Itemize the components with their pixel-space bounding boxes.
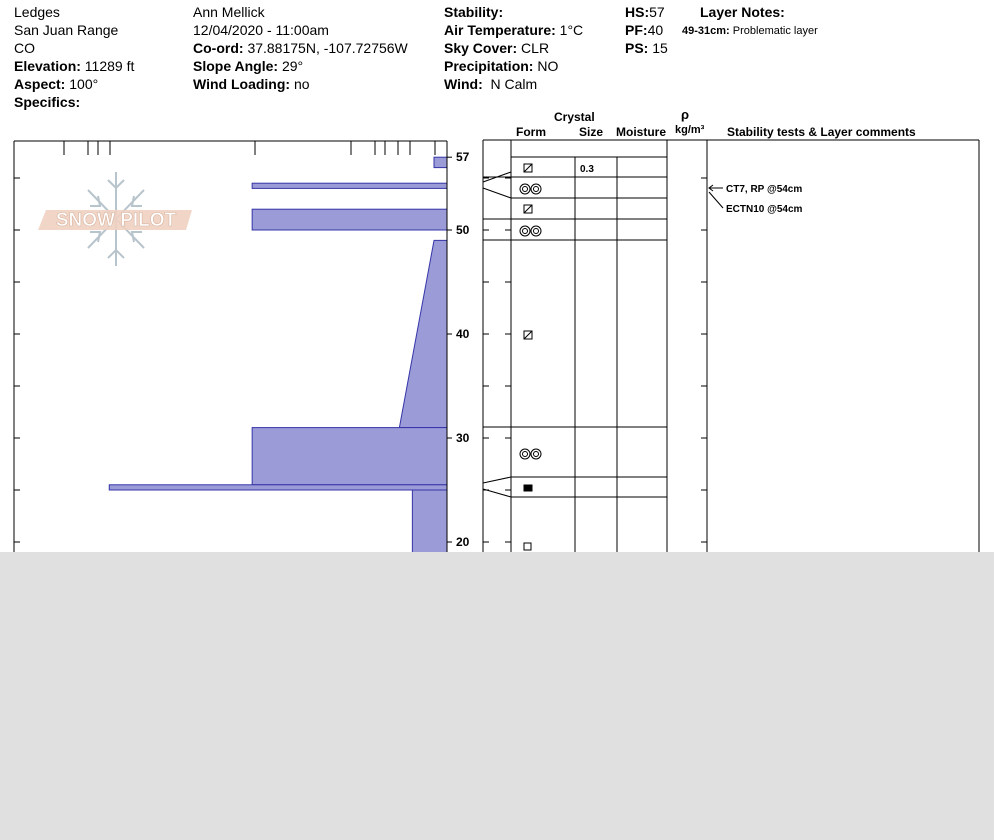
wind-loading-value: no [293, 76, 310, 92]
faceted-grain-icon [524, 205, 532, 213]
depth-label: 57 [456, 150, 470, 165]
location-name: Ledges [14, 4, 60, 20]
layer-table [483, 140, 979, 560]
hardness-bar [109, 485, 447, 490]
layer-note-range: 49-31cm: [682, 25, 730, 37]
stability-test-2: ECTN10 @54cm [726, 204, 803, 215]
aspect-label: Aspect: [14, 76, 66, 92]
col-form-header: Form [516, 125, 546, 139]
hs-label: HS: [625, 4, 650, 20]
grain-forms [520, 164, 541, 550]
col-stability-header: Stability tests & Layer comments [727, 125, 916, 139]
stability-test-1: CT7, RP @54cm [726, 184, 803, 195]
unrendered-area [0, 552, 994, 840]
left-axis-ticks [14, 178, 20, 542]
slope-value: 29° [281, 58, 304, 74]
depth-label: 20 [456, 535, 470, 549]
observation-datetime: 12/04/2020 - 11:00am [193, 22, 329, 38]
col-moisture-header: Moisture [616, 125, 667, 139]
faceted-grain-icon [524, 164, 532, 172]
air-temp-label: Air Temperature: [444, 22, 556, 38]
rounded-grain-icon [520, 184, 541, 194]
pf-label: PF: [625, 22, 648, 38]
hardness-bar [399, 240, 447, 427]
wind-loading-label: Wind Loading: [193, 76, 291, 92]
col-size-header: Size [579, 125, 604, 139]
coord-value: 37.88175N, -107.72756W [247, 40, 408, 56]
stability-label: Stability: [444, 4, 504, 20]
col-rho-header: ρ [681, 107, 690, 122]
ps-value: 15 [652, 40, 668, 56]
logo-text: SNOW PILOT [55, 210, 177, 231]
rounded-grain-icon [520, 449, 541, 459]
state: CO [14, 40, 35, 56]
crust-icon [524, 485, 532, 491]
layer-note-text: Problematic layer [732, 25, 818, 37]
specifics-label: Specifics: [14, 94, 81, 110]
air-temp-value: 1°C [559, 22, 584, 38]
wind-label: Wind: [444, 76, 483, 92]
depth-axis-labels [447, 150, 470, 549]
hardness-axis-ticks [64, 141, 435, 155]
aspect-value: 100° [69, 76, 99, 92]
precip-label: Precipitation: [444, 58, 534, 74]
hardness-bar [434, 157, 447, 167]
hs-value: 57 [649, 4, 665, 20]
col-density-unit: kg/m³ [675, 124, 705, 136]
elevation-label: Elevation: [14, 58, 81, 74]
pf-value: 40 [647, 22, 664, 38]
hardness-bar [252, 428, 447, 485]
sky-label: Sky Cover: [444, 40, 518, 56]
precip-value: NO [537, 58, 559, 74]
hardness-bar [252, 209, 447, 230]
faceted-square-icon [524, 543, 531, 550]
grain-size-value: 0.3 [580, 164, 594, 175]
elevation-value: 11289 ft [84, 58, 135, 74]
coord-label: Co-ord: [193, 40, 244, 56]
col-crystal-header: Crystal [554, 110, 595, 124]
hardness-bar [252, 183, 447, 188]
sky-value: CLR [521, 40, 550, 56]
layer-notes-label: Layer Notes: [700, 4, 785, 20]
wind-value: N Calm [490, 76, 538, 92]
rounded-grain-icon [520, 226, 541, 236]
depth-label: 40 [456, 327, 470, 341]
ps-label: PS: [625, 40, 649, 56]
depth-label: 30 [456, 431, 470, 445]
slope-label: Slope Angle: [193, 58, 279, 74]
mountain-range: San Juan Range [14, 22, 119, 38]
observer: Ann Mellick [193, 4, 265, 20]
stability-pointers [709, 185, 723, 208]
table-axis-ticks [483, 178, 707, 542]
depth-label: 50 [456, 223, 470, 237]
snowpilot-logo [38, 172, 192, 266]
faceted-grain-icon [524, 331, 532, 339]
